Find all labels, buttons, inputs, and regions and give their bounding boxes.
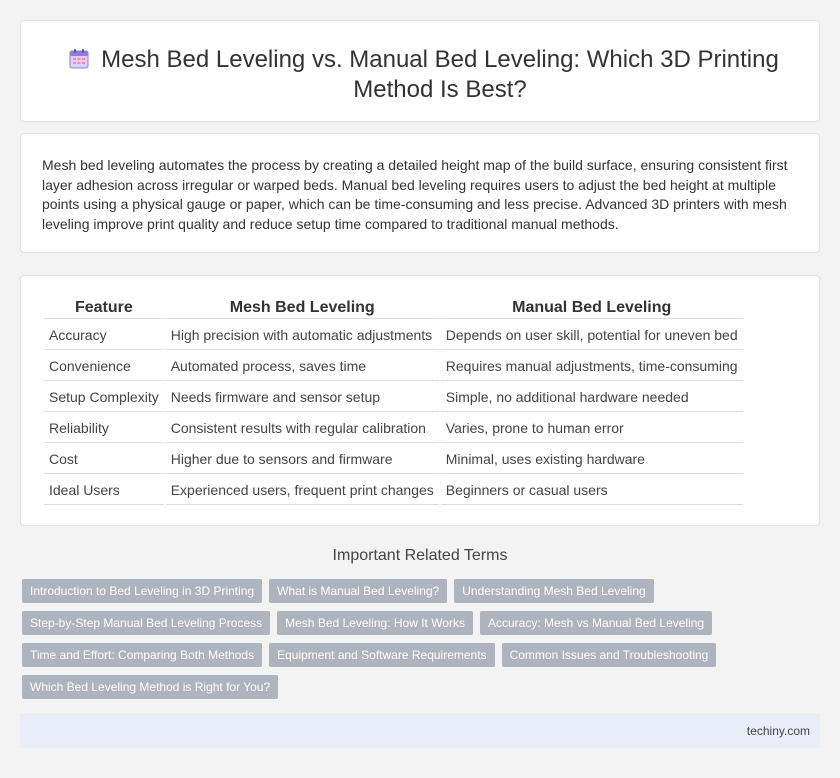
header-mesh: Mesh Bed Leveling [166,298,439,319]
related-terms-title: Important Related Terms [332,547,508,564]
table-row [44,383,743,412]
table-cell: Convenience [44,352,164,381]
table-cell: Ideal Users [44,476,164,505]
related-term-link[interactable]: Understanding Mesh Bed Leveling [454,579,653,603]
related-term-link[interactable]: What is Manual Bed Leveling? [269,579,447,603]
related-term-link[interactable]: Introduction to Bed Leveling in 3D Printing [22,579,262,603]
table-cell: Reliability [44,414,164,443]
table-row [44,445,743,474]
table-row [44,321,743,350]
related-term-link[interactable]: Which Bed Leveling Method is Right for You? [22,675,278,699]
page-title: Mesh Bed Leveling vs. Manual Bed Leveling: Which 3D Printing Method Is Best? [101,46,779,103]
comparison-table [42,296,745,507]
table-cell: Needs firmware and sensor setup [166,383,439,412]
table-row [44,476,743,505]
title-card [20,20,820,122]
table-cell: Requires manual adjustments, time-consuming [441,352,743,381]
table-cell: Beginners or casual users [441,476,743,505]
table-cell: Consistent results with regular calibration [166,414,439,443]
table-row [44,414,743,443]
summary-card [20,133,820,253]
table-cell: Depends on user skill, potential for uneven bed [441,321,743,350]
table-cell: Setup Complexity [44,383,164,412]
table-cell: Experienced users, frequent print changes [166,476,439,505]
table-header-row [44,298,743,319]
table-cell: Cost [44,445,164,474]
related-terms-list [22,579,722,699]
comparison-card [20,275,820,526]
table-cell: Simple, no additional hardware needed [441,383,743,412]
footer-brand: techiny.com [746,724,810,738]
related-term-link[interactable]: Mesh Bed Leveling: How It Works [277,611,473,635]
table-cell: High precision with automatic adjustments [166,321,439,350]
table-cell: Accuracy [44,321,164,350]
related-term-link[interactable]: Equipment and Software Requirements [269,643,494,667]
header-feature: Feature [44,298,164,319]
header-manual: Manual Bed Leveling [441,298,743,319]
related-term-link[interactable]: Step-by-Step Manual Bed Leveling Process [22,611,270,635]
table-cell: Minimal, uses existing hardware [441,445,743,474]
footer [20,713,820,748]
table-cell: Automated process, saves time [166,352,439,381]
table-cell: Higher due to sensors and firmware [166,445,439,474]
table-cell: Varies, prone to human error [441,414,743,443]
table-row [44,352,743,381]
related-term-link[interactable]: Common Issues and Troubleshooting [502,643,717,667]
related-term-link[interactable]: Time and Effort: Comparing Both Methods [22,643,262,667]
related-term-link[interactable]: Accuracy: Mesh vs Manual Bed Leveling [480,611,712,635]
summary-text: Mesh bed leveling automates the process by creating a detailed height map of the build surface, ensuring consistent first layer adhesion across irregular or warped beds. Manual bed leveling requires users to adjust the bed height at multiple points using a physical gauge or paper, which can be time-consuming and less precise. Advanced 3D printers with mesh leveling improve print quality and reduce setup time compared to traditional manual methods. [42,157,788,232]
